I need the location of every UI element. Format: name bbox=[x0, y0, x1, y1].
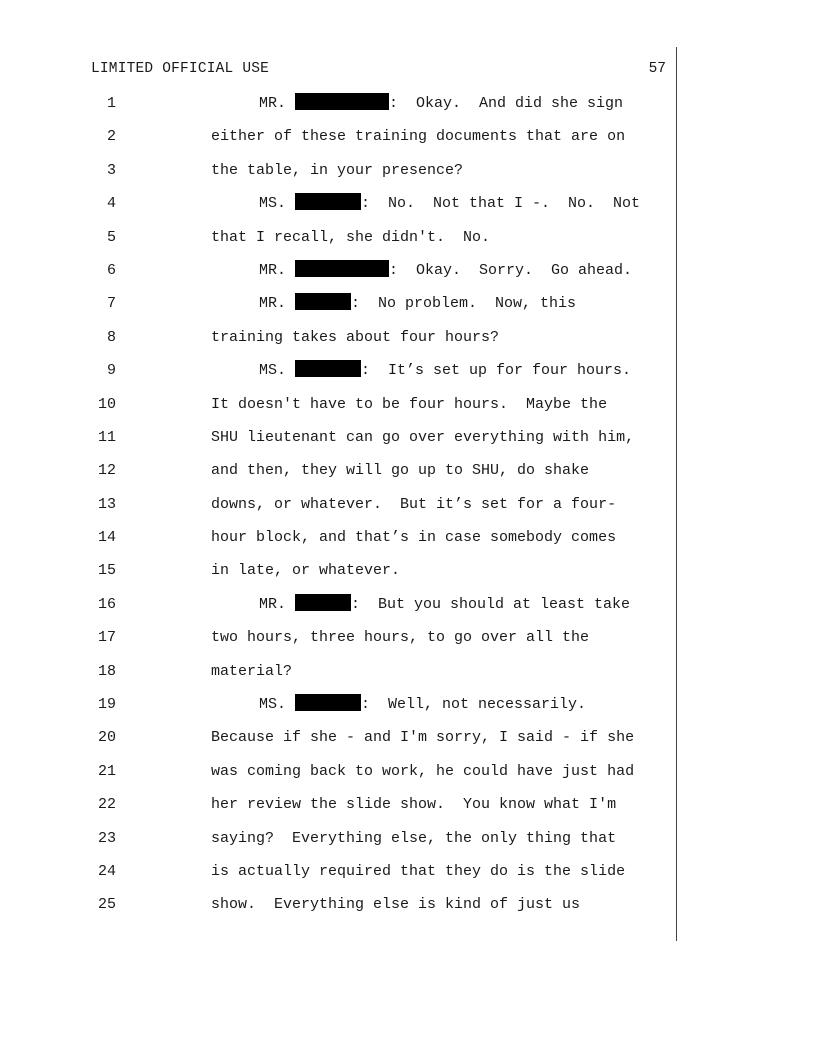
redaction-box bbox=[295, 360, 361, 377]
line-text: downs, or whatever. But it’s set for a four- bbox=[211, 495, 617, 513]
line-number: 8 bbox=[106, 328, 116, 346]
transcript-line bbox=[0, 359, 816, 392]
speaker-remark: : No problem. Now, this bbox=[351, 295, 577, 313]
line-text: and then, they will go up to SHU, do shake bbox=[211, 462, 590, 480]
speaker-title: MS. bbox=[259, 195, 296, 213]
speaker-remark: : Okay. Sorry. Go ahead. bbox=[389, 261, 633, 279]
line-text bbox=[259, 192, 640, 216]
line-text bbox=[259, 259, 632, 283]
line-number: 18 bbox=[97, 662, 116, 680]
transcript-line bbox=[0, 226, 816, 259]
transcript-line bbox=[0, 760, 816, 793]
line-number: 10 bbox=[97, 395, 116, 413]
line-number: 22 bbox=[97, 796, 116, 814]
transcript-line bbox=[0, 125, 816, 158]
line-number: 16 bbox=[97, 595, 116, 613]
line-number: 7 bbox=[106, 295, 116, 313]
transcript-line bbox=[0, 693, 816, 726]
redaction-box bbox=[295, 293, 351, 310]
transcript-line bbox=[0, 660, 816, 693]
transcript-line bbox=[0, 426, 816, 459]
line-number: 5 bbox=[106, 228, 116, 246]
transcript-line bbox=[0, 92, 816, 125]
redaction-box bbox=[295, 93, 389, 110]
transcript-line bbox=[0, 559, 816, 592]
redaction-box bbox=[295, 260, 389, 277]
speaker-title: MR. bbox=[259, 95, 296, 112]
line-number: 15 bbox=[97, 562, 116, 580]
transcript-line bbox=[0, 526, 816, 559]
transcript-line bbox=[0, 159, 816, 192]
redaction-box bbox=[295, 193, 361, 210]
line-text: in late, or whatever. bbox=[211, 562, 401, 580]
line-text: training takes about four hours? bbox=[211, 328, 500, 346]
speaker-title: MS. bbox=[259, 362, 296, 380]
line-number: 12 bbox=[97, 462, 116, 480]
line-number: 20 bbox=[97, 729, 116, 747]
line-text bbox=[259, 359, 631, 383]
line-number: 14 bbox=[97, 529, 116, 547]
line-number: 6 bbox=[106, 261, 116, 279]
line-number: 2 bbox=[106, 128, 116, 146]
line-text: show. Everything else is kind of just us bbox=[211, 896, 581, 914]
classification-header: LIMITED OFFICIAL USE bbox=[91, 61, 270, 77]
line-text: material? bbox=[211, 662, 293, 680]
transcript-line bbox=[0, 192, 816, 225]
page-number: 57 bbox=[648, 61, 666, 77]
transcript-line bbox=[0, 827, 816, 860]
line-number: 23 bbox=[97, 829, 116, 847]
transcript-line bbox=[0, 393, 816, 426]
line-number: 24 bbox=[97, 862, 116, 880]
transcript-line bbox=[0, 326, 816, 359]
redaction-box bbox=[295, 594, 351, 611]
line-text: saying? Everything else, the only thing that bbox=[211, 829, 617, 847]
line-number: 4 bbox=[106, 195, 116, 213]
line-text: hour block, and that’s in case somebody comes bbox=[211, 529, 617, 547]
transcript-line bbox=[0, 860, 816, 893]
transcript-line bbox=[0, 626, 816, 659]
line-text: was coming back to work, he could have just had bbox=[211, 762, 635, 780]
line-text: is actually required that they do is the slide bbox=[211, 862, 626, 880]
transcript-line bbox=[0, 593, 816, 626]
line-text bbox=[259, 92, 623, 116]
redaction-box bbox=[295, 694, 361, 711]
line-number: 21 bbox=[97, 762, 116, 780]
speaker-title: MR. bbox=[259, 295, 296, 313]
line-number: 19 bbox=[97, 696, 116, 714]
transcript-line bbox=[0, 259, 816, 292]
transcript-line bbox=[0, 493, 816, 526]
line-number: 25 bbox=[97, 896, 116, 914]
line-text: the table, in your presence? bbox=[211, 161, 464, 179]
speaker-title: MS. bbox=[259, 696, 296, 714]
speaker-title: MR. bbox=[259, 595, 296, 613]
speaker-title: MR. bbox=[259, 261, 296, 279]
line-text bbox=[259, 292, 576, 316]
line-number: 17 bbox=[97, 629, 116, 647]
line-number: 9 bbox=[106, 362, 116, 380]
line-text: two hours, three hours, to go over all the bbox=[211, 629, 590, 647]
transcript-lines bbox=[0, 92, 816, 927]
line-text: Because if she - and I'm sorry, I said - if she bbox=[211, 729, 635, 747]
speaker-remark: : Okay. And did she sign bbox=[389, 95, 624, 112]
line-number: 1 bbox=[106, 95, 116, 112]
transcript-line bbox=[0, 893, 816, 926]
line-text: that I recall, she didn't. No. bbox=[211, 228, 491, 246]
line-text: her review the slide show. You know what I'm bbox=[211, 796, 617, 814]
line-text: SHU lieutenant can go over everything with him, bbox=[211, 428, 635, 446]
transcript-line bbox=[0, 793, 816, 826]
line-text: It doesn't have to be four hours. Maybe the bbox=[211, 395, 608, 413]
speaker-remark: : But you should at least take bbox=[351, 595, 631, 613]
line-text bbox=[259, 693, 586, 717]
line-text: either of these training documents that are on bbox=[211, 128, 626, 146]
speaker-remark: : It’s set up for four hours. bbox=[361, 362, 632, 380]
line-number: 13 bbox=[97, 495, 116, 513]
speaker-remark: : Well, not necessarily. bbox=[361, 696, 587, 714]
transcript-line bbox=[0, 459, 816, 492]
transcript-line bbox=[0, 292, 816, 325]
speaker-remark: : No. Not that I -. No. Not bbox=[361, 195, 641, 213]
line-number: 11 bbox=[97, 428, 116, 446]
line-number: 3 bbox=[106, 161, 116, 179]
line-text bbox=[259, 593, 630, 617]
transcript-line bbox=[0, 726, 816, 759]
